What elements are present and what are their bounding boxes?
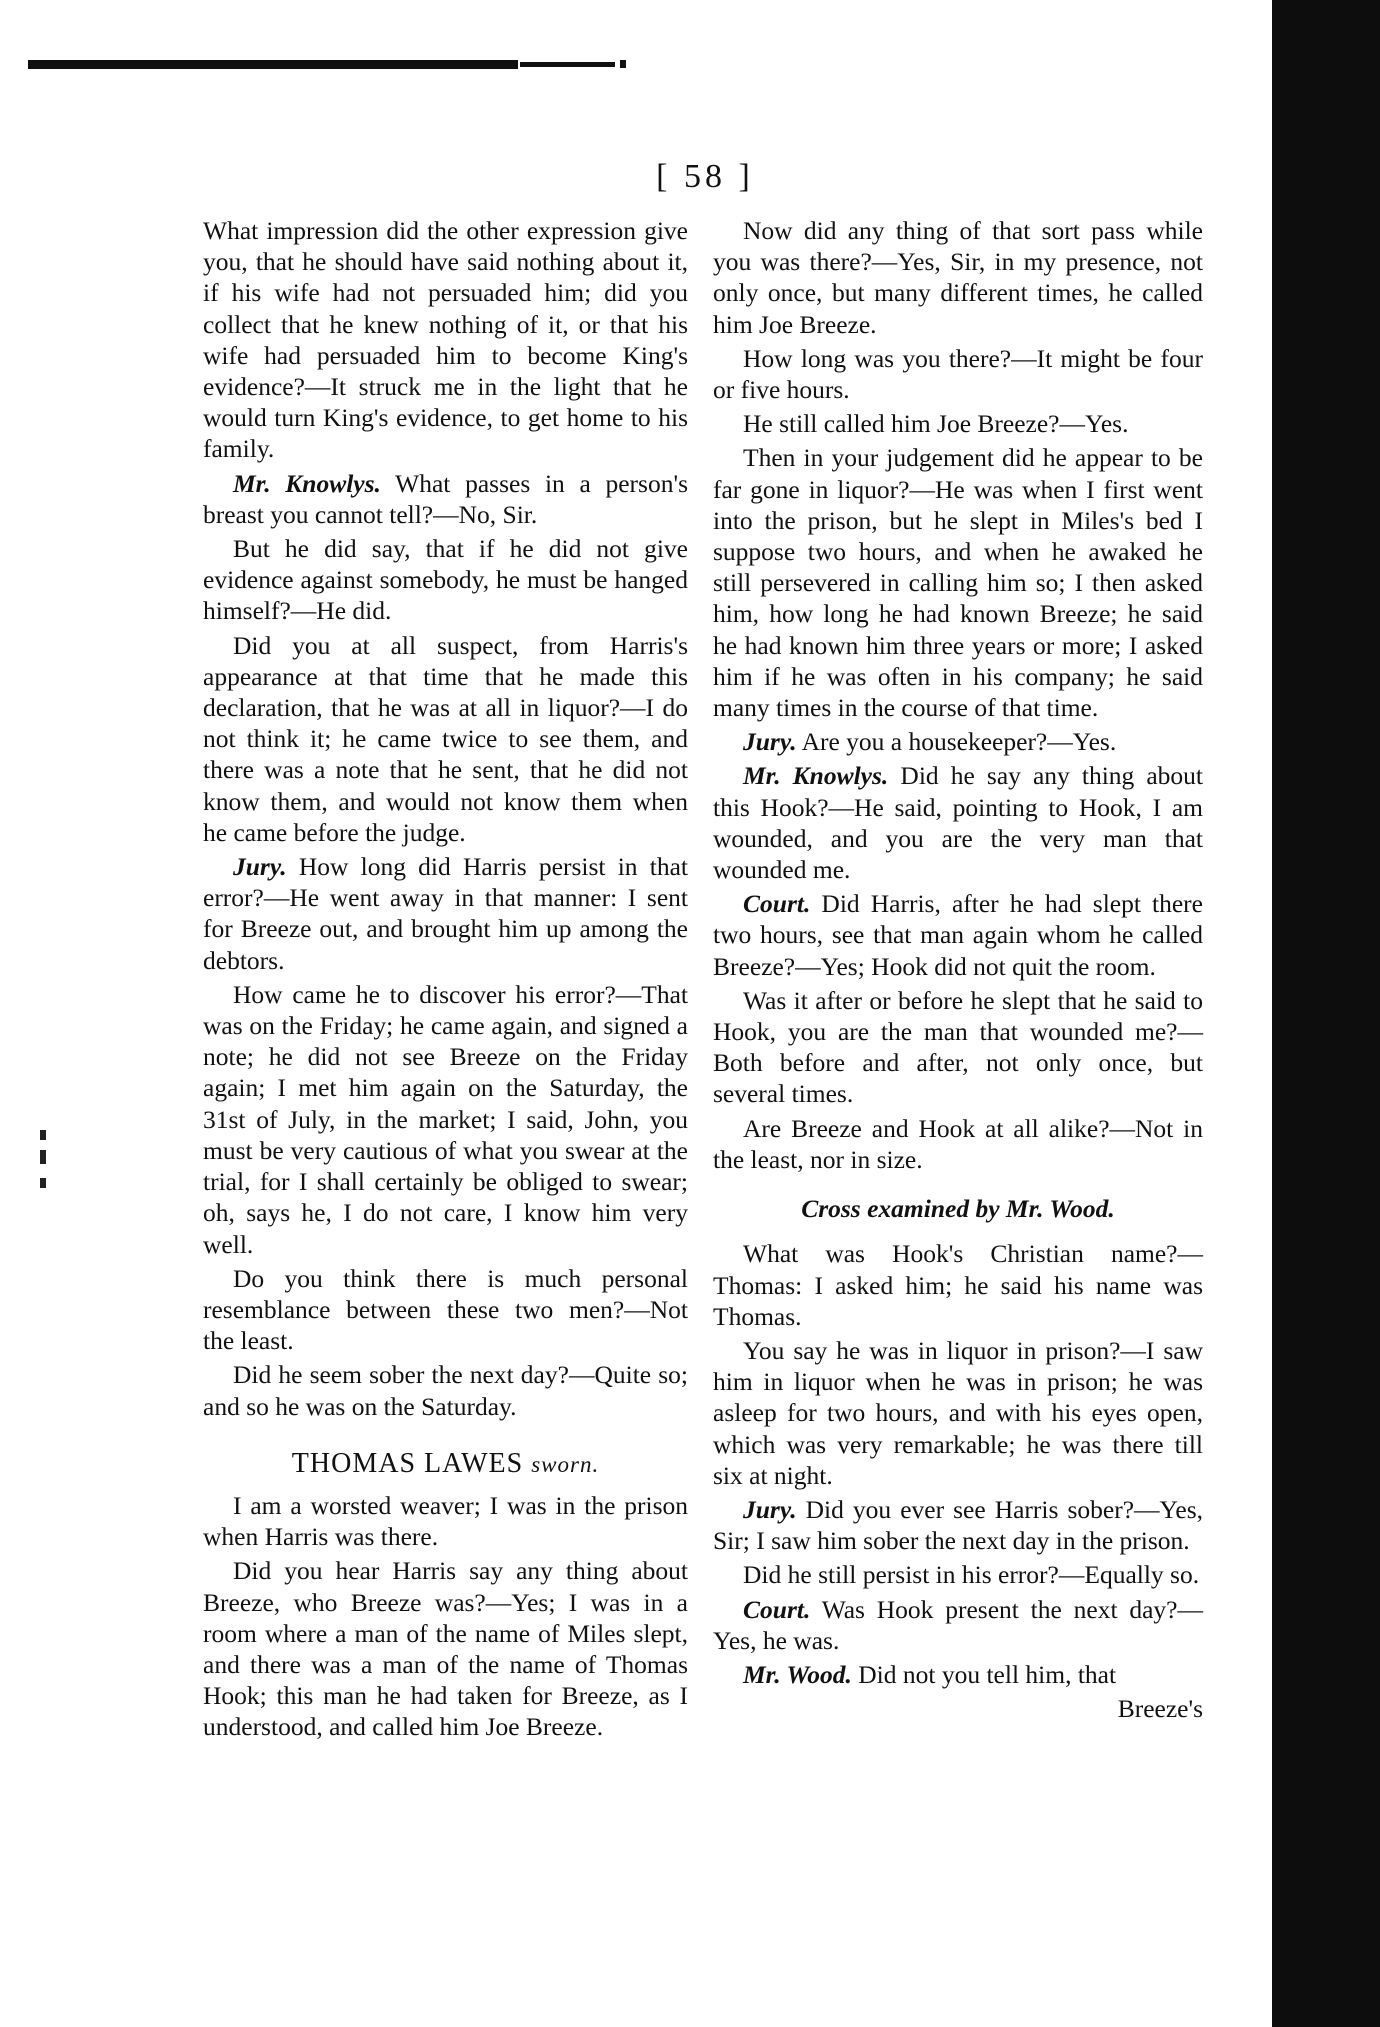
paragraph: Jury. Did you ever see Harris sober?—Yes, Sir; I saw him sober the next day in the prison.: [713, 1494, 1203, 1556]
speaker-label: Court.: [743, 889, 811, 919]
paragraph: He still called him Joe Breeze?—Yes.: [743, 409, 1129, 439]
top-rule: [28, 60, 518, 69]
speaker-label: Jury.: [233, 852, 287, 882]
speaker-label: Jury.: [743, 1494, 797, 1524]
paragraph: Then in your judgement did he appear to be far gone in liquor?—He was when I first went into the prison, but he slept in Miles's bed I suppose two hours, and when he awaked he still persevered in calling him so; I then asked him, how long he had known Breeze; he said he had known him three years or more; I asked him if he was often in his company; he said many times in the course of that time.: [713, 443, 1203, 723]
margin-mark: [40, 1130, 46, 1140]
paragraph: Are Breeze and Hook at all alike?—Not in the least, nor in size.: [713, 1113, 1203, 1174]
speaker-label: Mr. Knowlys.: [743, 761, 889, 791]
catchword: Breeze's: [1117, 1694, 1203, 1724]
paragraph: I am a worsted weaver; I was in the prison when Harris was there.: [203, 1490, 688, 1552]
witness-heading: THOMAS LAWES sworn.: [291, 1447, 600, 1479]
speaker-label: Court.: [743, 1594, 811, 1624]
paragraph: Did you at all suspect, from Harris's appearance at that time that he made this declaration, that he was at all in liquor?—I do not think it; he came twice to see them, and there was a note that he sent, that he did not know them, and would not know them when he came before the judge.: [203, 630, 688, 847]
paragraph: What impression did the other expression give you, that he should have said nothing about it, if his wife had not persuaded him; did you collect that he knew nothing of it, or that his wife had persuaded him to become King's evidence?—It struck me in the light that he would turn King's evidence, to get home to his family.: [203, 216, 688, 464]
right-column: [713, 215, 1203, 1727]
paragraph: Did you hear Harris say any thing about Breeze, who Breeze was?—Yes; I was in a room where a man of the name of Miles slept, and there was a man of the name of Thomas Hook; this man he had taken for Breeze, as I understood, and called him Joe Breeze.: [203, 1556, 688, 1742]
speaker-label: Mr. Knowlys.: [233, 468, 381, 498]
margin-mark: [40, 1178, 46, 1188]
top-rule-segment: [520, 62, 615, 67]
paragraph: Did he still persist in his error?—Equally so.: [743, 1560, 1200, 1590]
paragraph: Jury. How long did Harris persist in that error?—He went away in that manner: I sent for Breeze out, and brought him up among the debtors.: [203, 852, 689, 975]
paragraph: How long was you there?—It might be four or five hours.: [713, 343, 1203, 405]
paragraph: Now did any thing of that sort pass while you was there?—Yes, Sir, in my presence, not only once, but many different times, he called him Joe Breeze.: [713, 216, 1203, 339]
paragraph: Did he seem sober the next day?—Quite so; and so he was on the Saturday.: [203, 1360, 688, 1421]
paragraph: Do you think there is much personal resemblance between these two men?—Not the least.: [203, 1263, 688, 1356]
top-rule-dash: [620, 60, 626, 68]
paragraph: Court. Did Harris, after he had slept there two hours, see that man again whom he called Breeze?—Yes; Hook did not quit the room.: [713, 889, 1203, 981]
speaker-label: Mr. Wood.: [743, 1659, 852, 1689]
paragraph: What was Hook's Christian name?—Thomas: I asked him; he said his name was Thomas.: [713, 1239, 1203, 1331]
paragraph: Court. Was Hook present the next day?—Yes, he was.: [713, 1594, 1203, 1655]
paragraph: Was it after or before he slept that he said to Hook, you are the man that wounded me?—Both before and after, not only once, but several times.: [713, 985, 1203, 1109]
margin-mark: [40, 1150, 46, 1164]
scan-edge-shadow: [1272, 0, 1380, 2027]
page-number: [ 58 ]: [656, 158, 754, 195]
paragraph: Mr. Wood. Did not you tell him, that: [743, 1659, 1117, 1689]
speaker-label: Jury.: [743, 727, 797, 757]
paragraph: How came he to discover his error?—That was on the Friday; he came again, and signed a note; he did not see Breeze on the Friday again; I met him again on the Saturday, the 31st of July, in the market; I said, John, you must be very cautious of what you swear at the trial, for I shall certainly be obliged to swear; oh, says he, I do not care, I know him very well.: [203, 979, 688, 1259]
paragraph: You say he was in liquor in prison?—I saw him in liquor when he was in prison; he was asleep for two hours, and with his eyes open, which was very remarkable; he was there till six at night.: [713, 1335, 1203, 1490]
left-column: [203, 215, 688, 1746]
cross-examination-heading: Cross examined by Mr. Wood.: [801, 1194, 1115, 1224]
paragraph: Mr. Knowlys. What passes in a person's breast you cannot tell?—No, Sir.: [203, 468, 688, 529]
paragraph: But he did say, that if he did not give evidence against somebody, he must be hanged himself?—He did.: [203, 534, 688, 626]
paragraph: Mr. Knowlys. Did he say any thing about this Hook?—He said, pointing to Hook, I am wounded, and you are the very man that wounded me.: [713, 761, 1204, 885]
paragraph: Jury. Are you a housekeeper?—Yes.: [743, 727, 1117, 757]
